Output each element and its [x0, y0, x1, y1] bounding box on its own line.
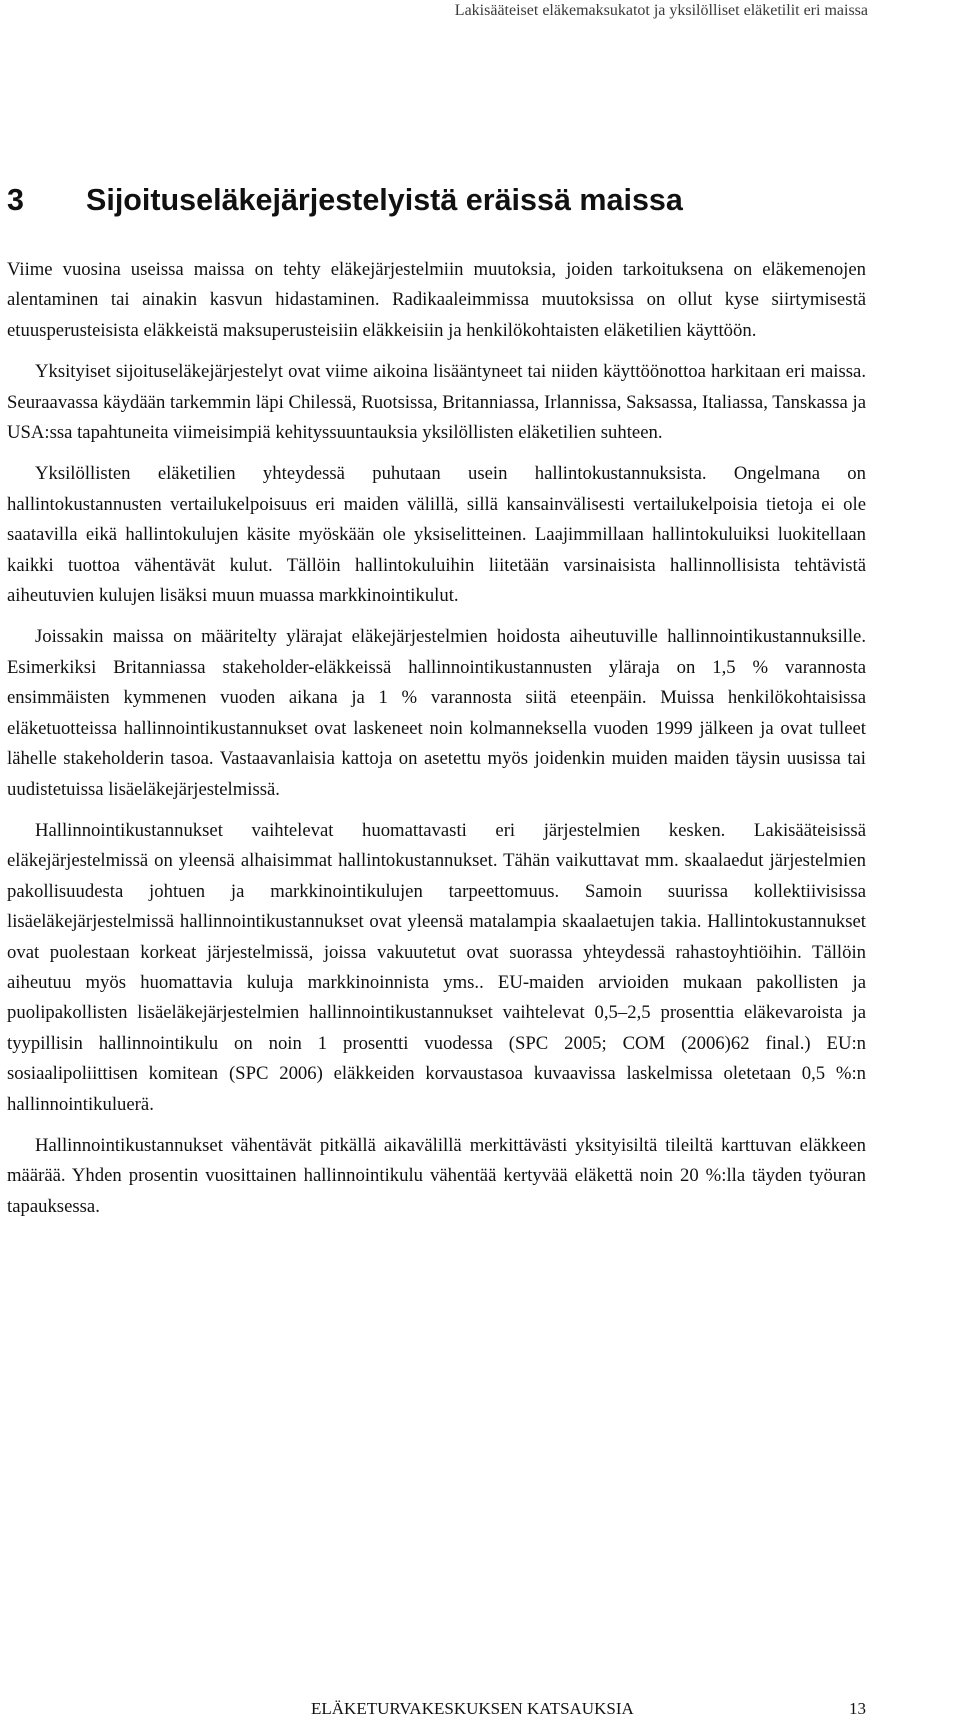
paragraph-6: Hallinnointikustannukset vähentävät pitkällä aikavälillä merkittävästi yksityisiltä tileiltä karttuvan eläkkeen määrää. Yhden prosentin vuosittainen hallinnointikulu vähentää kertyvää eläkettä noin 20 %:lla täyden työuran tapauksessa. [7, 1134, 866, 1217]
paragraph-2: Yksityiset sijoituseläkejärjestelyt ovat viime aikoina lisääntyneet tai niiden käyttöönottoa harkitaan eri maissa. Seuraavassa käydään tarkemmin läpi Chilessä, Ruotsissa, Britanniassa, Irlannissa, Saksassa, Italiassa, Tanskassa ja USA:ssa tapahtuneita viimeisimpiä kehityssuuntauksia yksilöllisten eläketilien suhteen. [7, 361, 866, 444]
chapter-title: Sijoituseläkejärjestelyistä eräissä maissa [86, 183, 683, 217]
paragraph-4: Joissakin maissa on määritelty ylärajat eläkejärjestelmien hoidosta aiheutuville hallinnointikustannuksille. Esimerkiksi Britanniassa stakeholder-eläkkeissä hallinnointikustannusten yläraja on 1,5 % varannosta ensimmäisten kymmenen vuoden aikana ja 1 % varannosta siitä eteenpäin. Muissa henkilökohtaisissa eläketuotteissa hallinnointikustannukset ovat laskeneet noin kolmanneksella vuoden 1999 jälkeen ja ovat tulleet lähelle stakeholderin tasoa. Vastaavanlaisia kattoja on asetettu myös joidenkin muiden maiden täysin uusissa tai uudistetuissa lisäeläkejärjestelmissä. [7, 626, 866, 800]
paragraph-5: Hallinnointikustannukset vaihtelevat huomattavasti eri järjestelmien kesken. Lakisääteisissä eläkejärjestelmissä on yleensä alhaisimmat hallintokustannukset. Tähän vaikuttavat mm. skaalaedut järjestelmien pakollisuudesta johtuen ja markkinointikulujen tarpeettomuus. Samoin suurissa kollektiivisissa lisäeläkejärjestelmissä hallinnointikustannukset ovat yleensä matalampia skaalaetujen takia. Hallintokustannukset ovat puolestaan korkeat järjestelmissä, joissa vakuutetut ovat suorassa yhteydessä rahastoyhtiöihin. Tällöin aiheutuu myös huomattavia kuluja markkinoinnista yms.. EU-maiden arvioiden mukaan pakollisten ja puolipakollisten lisäeläkejärjestelmien hallinnointikustannukset vaihtelevat 0,5–2,5 prosenttia eläkevaroista ja tyypillisin hallinnointikulu on noin 1 prosentti vuodessa (SPC 2005; COM (2006)62 final.) EU:n sosiaalipoliittisen komitean (SPC 2006) eläkkeiden korvaustasoa kuvaavissa laskelmissa oletetaan 0,5 %:n hallinnointikuluerä. [7, 819, 866, 1115]
chapter-number: 3 [7, 183, 24, 217]
paragraph-1: Viime vuosina useissa maissa on tehty eläkejärjestelmiin muutoksia, joiden tarkoituksena on eläkemenojen alentaminen tai ainakin kasvun hidastaminen. Radikaaleimmissa muutoksissa on ollut kyse siirtymisestä etuusperusteisista eläkkeistä maksuperusteisiin eläkkeisiin ja henkilökohtaisten eläketilien käyttöön. [7, 259, 866, 341]
paragraph-3: Yksilöllisten eläketilien yhteydessä puhutaan usein hallintokustannuksista. Ongelmana on hallintokustannusten vertailukelpoisuus eri maiden välillä, sillä kansainvälisesti vertailukelpoisia tietoja ei ole saatavilla eikä hallintokulujen käsite myöskään ole yksiselitteinen. Laajimmillaan hallintokuluiksi luokitellaan kaikki tuottoa vähentävät kulut. Tällöin hallintokuluihin liitetään varsinaisista hallinnollisista tehtävistä aiheutuvien kulujen lisäksi muun muassa markkinointikulut. [7, 463, 866, 607]
page-number: 13 [849, 1699, 866, 1718]
body-text [7, 255, 866, 1233]
chapter-heading [7, 181, 683, 219]
running-footer: ELÄKETURVAKESKUKSEN KATSAUKSIA [311, 1699, 634, 1718]
running-header: Lakisääteiset eläkemaksukatot ja yksilölliset eläketilit eri maissa [454, 2, 868, 19]
